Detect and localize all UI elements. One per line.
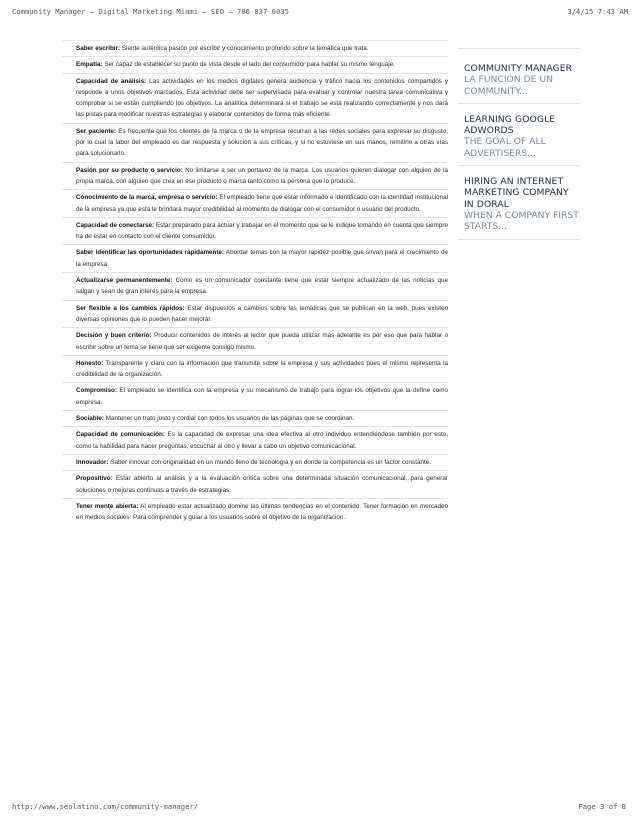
sidebar-divider [458, 48, 580, 49]
item-term: Capacidad de análisis: [76, 77, 147, 85]
sidebar-post-snippet: LA FUNCIÓN DE UN COMMUNITY... [464, 74, 553, 97]
page-url: http://www.seolatino.com/community-manager/ [12, 802, 199, 811]
sidebar-post[interactable] [458, 59, 580, 104]
list-item [62, 426, 448, 454]
print-footer [0, 802, 638, 816]
item-term: Empatía: [76, 61, 103, 69]
sidebar-post-title[interactable]: LEARNING GOOGLE ADWORDS [464, 113, 556, 137]
item-term: Conocimiento de la marca, empresa o servicio: [76, 194, 218, 202]
item-term: Ser paciente: [76, 127, 117, 135]
item-text: Estar preparado para actuar y trabajar en el momento que se le indique tomando en cuenta que siempre ha de estar en contacto con el cliente consumidor. [76, 221, 448, 241]
item-term: Propositivo: [76, 475, 113, 483]
item-term: Pasión por su producto o servicio: [76, 166, 183, 174]
item-term: Capacidad de comunicación: [76, 431, 165, 439]
item-term: Sociable: [76, 415, 104, 423]
sidebar-post-title[interactable]: HIRING AN INTERNET MARKETING COMPANY IN DORAL [464, 176, 569, 210]
item-text: Como es un comunicador constante tiene que estar siempre actualizado de las noticias que salgan y sean de gran interés para la empresa. [76, 277, 448, 296]
item-term: Honesto: [76, 359, 104, 367]
sidebar-post-title[interactable]: COMMUNITY MANAGER [464, 63, 573, 74]
item-term: Ser flexible a los cambios rápidos: [76, 304, 185, 312]
item-term: Actualizarse permanentemente: [76, 277, 173, 285]
list-item [62, 73, 448, 123]
print-datetime: 3/4/15 7:43 AM [567, 7, 628, 16]
item-text: El empleado tiene que estar informado e identificado con la identidad institucional de la empresa ya que esta le brindará mayor credibilidad al momento de dialogar con el consumidor o usuario del producto. [76, 194, 448, 213]
item-text: El empleado se identifica con la empresa y su mecanismo de trabajo para lograr los objetivos que la define como empresa. [76, 387, 448, 406]
item-text: Siente auténtica pasión por escribir y conocimiento profundo sobre la temática que trata. [120, 45, 369, 52]
item-text: No limitarse a ser un portavoz de la marca. Los usuarios quieren dialogar con alguien de la propia marca, con alguien que crea en ese producto o marca tanto como la persona que lo produce. [76, 166, 448, 185]
sidebar-post[interactable] [458, 110, 580, 166]
item-text: Es la capacidad de expresar una idea efectiva al otro individuo entendiéndose también por esto, como la habilidad para hacer preguntas, escuchar al otro y llevar a cabo un objetivo comunicacional. [76, 431, 448, 450]
list-item [62, 244, 448, 272]
item-text: Al empleado estar actualizado domine las últimas tendencias en el contenido. Tener formación en mercadeo en medios sociales: Para comprender y guiar a los usuarios sobre el objetivo de la organización. [76, 502, 448, 522]
list-item [62, 454, 448, 470]
document-title: Community Manager – Digital Marketing Miami – SEO – 786 837 6035 [12, 7, 289, 16]
page-number: Page 3 of 8 [578, 802, 626, 811]
article-body [62, 40, 448, 525]
list-item [62, 189, 448, 217]
item-term: Innovador: [76, 458, 109, 466]
list-item [62, 355, 448, 383]
item-text: Abordar temas con la mayor rapidez posible que sirvan para el crecimiento de la empresa. [76, 249, 448, 268]
list-item [62, 300, 448, 328]
sidebar [458, 48, 580, 246]
list-item [62, 272, 448, 300]
list-item [62, 327, 448, 355]
sidebar-post[interactable] [458, 172, 580, 239]
list-item [62, 382, 448, 410]
item-text: Transparente y claro con la información que transmite sobre la empresa y sus actividades pues el mismo representa la credibilidad de la organización. [76, 359, 448, 379]
list-item [62, 410, 448, 426]
item-term: Saber escribir: [76, 45, 121, 52]
list-item [62, 217, 448, 245]
item-term: Tener mente abierta: [76, 502, 139, 510]
sidebar-post-snippet: WHEN A COMPANY FIRST STARTS... [464, 209, 579, 233]
item-text: Saber innovar con originalidad en un mundo lleno de tecnología y en donde la competencia es un factor constante. [108, 458, 431, 466]
list-item [62, 40, 448, 56]
list-item [62, 470, 448, 498]
item-text: Producir contenidos de interés al lector que pueda utilizar más adelante es por eso que para hablar o escribir sobre un tema se tiene que ser exigente consigo mismo. [76, 332, 448, 351]
item-text: Mantener un trato justo y cordial con todos los usuarios de las páginas que se coordinan. [104, 415, 355, 423]
list-item [62, 162, 448, 190]
list-item [62, 123, 448, 162]
list-item [62, 56, 448, 72]
item-term: Compromiso: [76, 387, 117, 395]
item-text: Estar dispuestos a cambios sobre las temáticas que se publican en la web, pues existen diversas opiniones que lo pueden hacer mejorar. [76, 304, 448, 323]
item-text: Estar abierto al análisis y a la evaluación crítica sobre una determinada situación comunicacional, para generar soluciones o mejoras continuas a través de estrategias. [76, 475, 448, 494]
print-header [0, 0, 638, 20]
item-text: Es frecuente que los clientes de la marca o de la empresa recurran a las redes sociales para expresar su disgusto, por lo cual la labor del empleado es dar respuesta y solución a sus críticas, y si no estuviese en sus manos, remitirle a otras vías para solucionarlo. [76, 127, 449, 158]
sidebar-post-snippet: THE GOAL OF ALL ADVERTISERS... [464, 136, 546, 159]
item-text: Las actividades en los medios digitales genera audiencia y tráfico hacia los contenidos compartidos y responde a unos objetivos marcados. Esta actividad debe ser supervisada para evaluar y controlar nuestra tarea comunicativa y comprobar si se están cumpliendo los objetivos. La analítica determinará si el trabajo se está realizando correctamente y nos dará las pistas para modificar nuestras estrategias y elaborar contenidos de forma más eficiente. [76, 77, 448, 119]
item-term: Saber identificar las oportunidades rápidamente: [76, 249, 225, 257]
item-text: Ser capaz de establecer su punto de vista desde el lado del consumidor para hablar su mismo lenguaje. [102, 61, 395, 69]
list-item [62, 498, 448, 526]
item-term: Decisión y buen criterio: [76, 332, 152, 340]
item-term: Capacidad de conectarse: [76, 221, 155, 229]
